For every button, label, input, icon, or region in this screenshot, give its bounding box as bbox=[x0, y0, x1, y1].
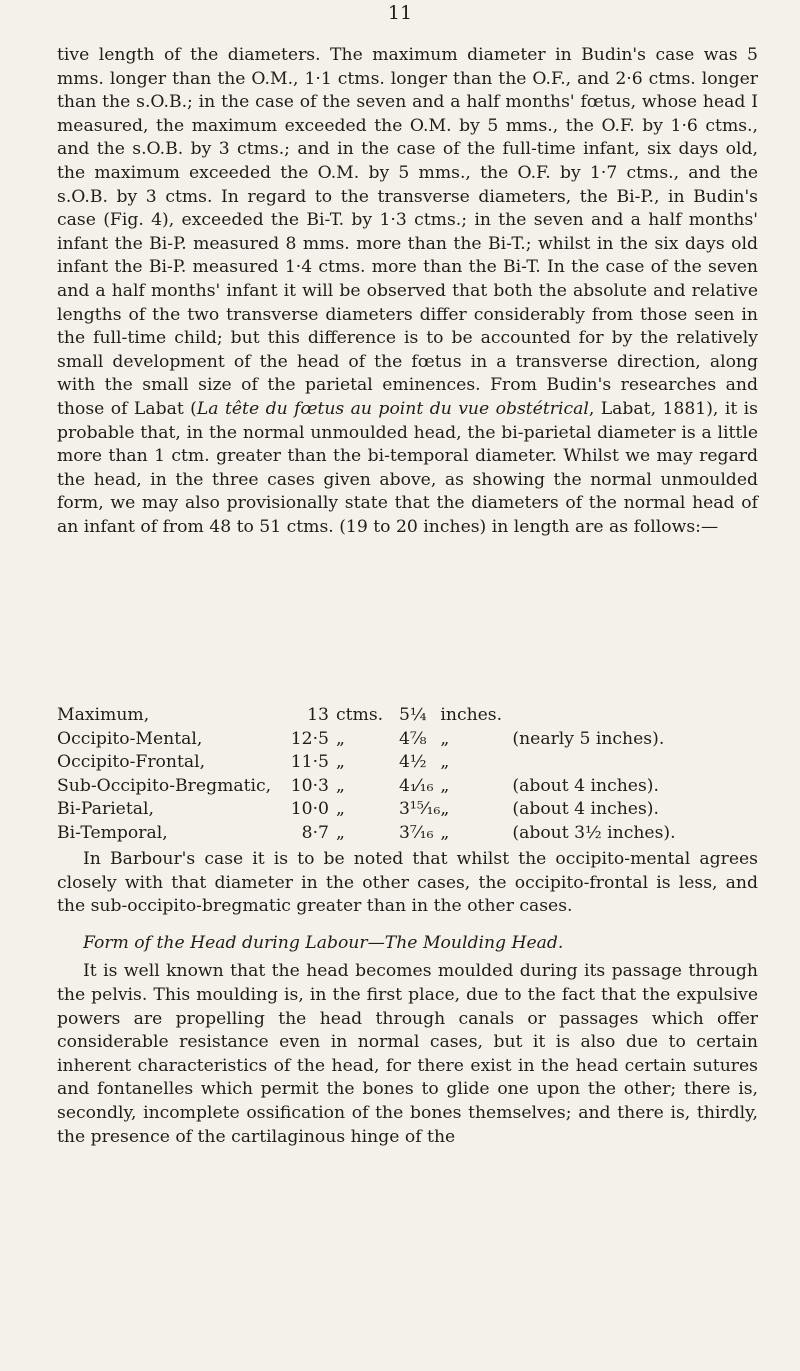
inches-unit: „ bbox=[440, 752, 450, 773]
approx-note bbox=[512, 751, 675, 775]
paragraph-1-end: , Labat, 1881), it is probable that, in the normal unmoulded head, the bi-parietal diameter is a little more than 1 ctm. greater than the bi-temporal diameter. Whilst we may regard the head, in the three cases given above, as showing the normal unmoulded form, we may also provisionally state that the diameters of the normal head of an infant of from 48 to 51 ctms. (19 to 20 inches) in length are as follows:— bbox=[57, 398, 758, 537]
approx-note: (about 3½ inches). bbox=[512, 822, 676, 843]
ctms-value: 10·0 bbox=[290, 799, 329, 820]
approx-note: (nearly 5 inches). bbox=[512, 728, 665, 749]
inches-value: 4⅞ bbox=[399, 728, 427, 749]
citation-title: La tête du fœtus au point du vue obstétrical bbox=[196, 398, 589, 419]
table-row bbox=[57, 798, 676, 822]
inches-unit: „ bbox=[440, 728, 450, 749]
table-row bbox=[57, 728, 676, 752]
after-table-section bbox=[57, 848, 758, 1149]
ctms-unit: „ bbox=[336, 799, 345, 820]
ctms-value: 11·5 bbox=[290, 752, 329, 773]
ctms-unit: „ bbox=[336, 728, 345, 749]
ctms-value: 10·3 bbox=[290, 775, 329, 796]
diameters-table bbox=[57, 704, 676, 846]
table-row bbox=[57, 822, 676, 846]
diameter-name: Occipito-Frontal, bbox=[57, 752, 206, 773]
paragraph-1-text bbox=[57, 44, 758, 539]
table-row bbox=[57, 775, 676, 799]
diameter-name: Maximum, bbox=[57, 705, 150, 725]
paragraph-3: It is well known that the head becomes moulded during its passage through the pelvis. This moulding is, in the first place, due to the fact that the expulsive powers are propelling the head through canals or passages which offer considerable resistance even in normal cases, but it is also due to certain inherent characteristics of the head, for there exist in the head certain sutures and fontanelles which permit the bones to glide one upon the other; there is, secondly, incomplete ossification of the bones themselves; and there is, thirdly, the presence of the cartilaginous hinge of the bbox=[57, 961, 758, 1147]
page-number: 11 bbox=[387, 2, 413, 24]
inches-value: 3¹⁵⁄₁₆ bbox=[399, 799, 441, 820]
inches-unit: „ bbox=[440, 799, 450, 820]
diameter-name: Occipito-Mental, bbox=[57, 728, 203, 749]
ctms-unit: „ bbox=[336, 822, 345, 843]
ctms-value: 8·7 bbox=[301, 822, 329, 843]
table-row bbox=[57, 751, 676, 775]
diameter-name: Bi-Temporal, bbox=[57, 822, 168, 843]
inches-unit: inches. bbox=[440, 705, 503, 725]
approx-note: (about 4 inches). bbox=[512, 799, 659, 820]
diameter-name: Sub-Occipito-Bregmatic, bbox=[57, 775, 272, 796]
inches-value: 4½ bbox=[399, 752, 427, 773]
paragraph-1 bbox=[57, 44, 758, 539]
paragraph-1-start: tive length of the diameters. The maximum diameter in Budin's case was 5 mms. longer than the O.M., 1·1 ctms. longer than the O.F., and 2·6 ctms. longer than the s.O.B.; in the case of the seven and a half months' fœtus, whose head I measured, the maximum exceeded the O.M. by 5 mms., the O.F. by 1·6 ctms., and the s.O.B. by 3 ctms.; and in the case of the full-time infant, six days old, the maximum exceeded the O.M. by 5 mms., the O.F. by 1·7 ctms., and the s.O.B. by 3 ctms. In regard to the transverse diameters, the Bi-P., in Budin's case (Fig. 4), exceeded the Bi-T. by 1·3 ctms.; in the seven and a half months' infant the Bi-P. measured 8 mms. more than the Bi-T.; whilst in the six days old infant the Bi-P. measured 1·4 ctms. more than the Bi-T. In the case of the seven and a half months' infant it will be observed that both the absolute and relative lengths of the two transverse diameters differ considerably from those seen in the full-time child; but this difference is to be accounted for by the relatively small development of the head of the fœtus in a transverse direction, along with the small size of the parietal eminences. From Budin's researches and those of Labat ( bbox=[57, 45, 758, 419]
inches-value: 4₁⁄₁₆ bbox=[399, 775, 434, 796]
paragraph-2: In Barbour's case it is to be noted that whilst the occipito-mental agrees closely with that diameter in the other cases, the occipito-frontal is less, and the sub-occipito-bregmatic greater than in the other cases. bbox=[57, 849, 758, 917]
inches-unit: „ bbox=[440, 775, 450, 796]
section-heading: Form of the Head during Labour—The Moulding Head. bbox=[83, 932, 564, 953]
approx-note bbox=[512, 704, 675, 728]
ctms-unit: „ bbox=[336, 775, 345, 796]
ctms-unit: ctms. bbox=[336, 705, 384, 725]
inches-value: 5¼ bbox=[399, 705, 427, 725]
table-row bbox=[57, 704, 676, 728]
diameter-name: Bi-Parietal, bbox=[57, 799, 154, 820]
ctms-value: 13 bbox=[307, 705, 329, 725]
inches-unit: „ bbox=[440, 822, 450, 843]
approx-note: (about 4 inches). bbox=[512, 775, 659, 796]
ctms-value: 12·5 bbox=[290, 728, 329, 749]
ctms-unit: „ bbox=[336, 752, 345, 773]
inches-value: 3⁷⁄₁₆ bbox=[399, 822, 434, 843]
